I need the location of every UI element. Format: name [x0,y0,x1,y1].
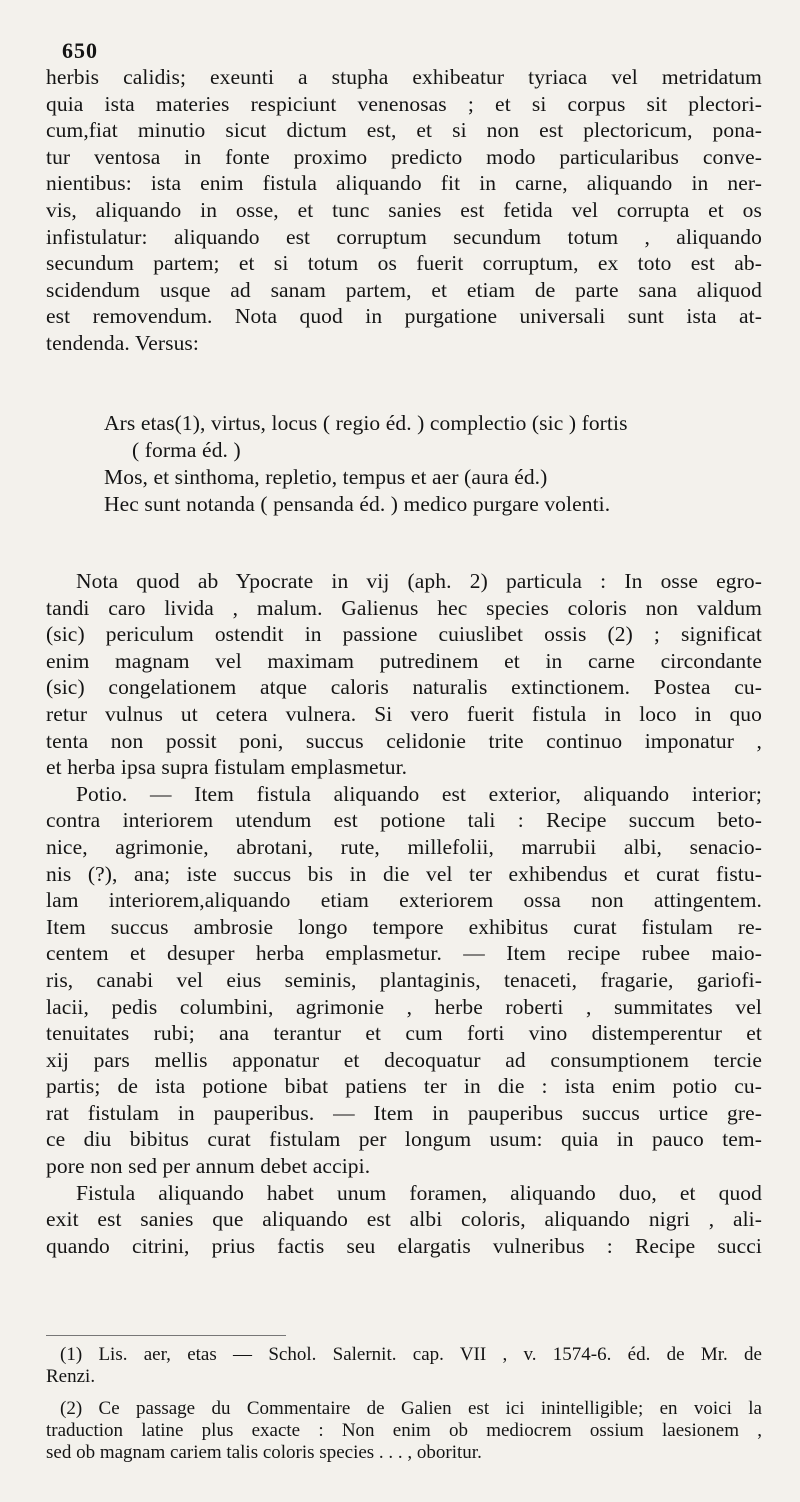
page-number: 650 [62,38,98,63]
text-line: tenta non possit poni, succus celidonie trite continuo imponatur , [46,728,762,753]
text-line: xij pars mellis apponatur et decoquatur ad consumptionem tercie [46,1047,762,1072]
text-line: enim magnam vel maximam putredinem et in carne circondante [46,648,762,673]
verse-line: ( forma éd. ) [132,438,241,462]
text-line: (sic) congelationem atque caloris naturalis extinctionem. Postea cu- [46,675,762,700]
text-line: Fistula aliquando habet unum foramen, aliquando duo, et quod [76,1180,762,1205]
footnote-line: Renzi. [46,1366,96,1387]
text-line: herbis calidis; exeunti a stupha exhibeatur tyriaca vel metridatum [46,65,762,89]
text-line: ris, canabi vel eius seminis, plantaginis, tenaceti, fragarie, gariofi- [46,967,762,992]
footnote-line: (2) Ce passage du Commentaire de Galien est ici inintelligible; en voici la [60,1398,762,1419]
text-line: Nota quod ab Ypocrate in vij (aph. 2) particula : In osse egro- [76,569,762,593]
text-line: quia ista materies respiciunt venenosas ; et si corpus sit plectori- [46,91,762,116]
text-line: retur vulnus ut cetera vulnera. Si vero fuerit fistula in loco in quo [46,701,762,726]
text-line: lacii, pedis columbini, agrimonie , herbe roberti , summitates vel [46,994,762,1019]
text-line: nientibus: ista enim fistula aliquando fit in carne, aliquando in ner- [46,171,762,196]
verse-line: Ars etas(1), virtus, locus ( regio éd. ) complectio (sic ) fortis [104,411,628,435]
text-line: tendenda. Versus: [46,330,199,355]
text-line: (sic) periculum ostendit in passione cuiuslibet ossis (2) ; significat [46,622,762,647]
text-line: est removendum. Nota quod in purgatione universali sunt ista at- [46,304,762,329]
verse-block [104,410,762,518]
text-line: cum,fiat minutio sicut dictum est, et si non est plectoricum, pona- [46,118,762,143]
text-line: vis, aliquando in osse, et tunc sanies est fetida vel corrupta et os [46,197,762,222]
text-line: tandi caro livida , malum. Galienus hec species coloris non valdum [46,595,762,620]
text-line: Potio. — Item fistula aliquando est exterior, aliquando interior; [76,781,762,806]
text-line: tur ventosa in fonte proximo predicto modo particularibus conve- [46,144,762,169]
paragraph-1 [46,64,762,357]
footnote-line: (1) Lis. aer, etas — Schol. Salernit. cap. VII , v. 1574-6. éd. de Mr. de [60,1344,762,1365]
text-line: ce diu bibitus curat fistulam per longum usum: quia in pauco tem- [46,1127,762,1152]
text-line: et herba ipsa supra fistulam emplasmetur. [46,755,408,780]
text-line: centem et desuper herba emplasmetur. — Item recipe rubee maio- [46,941,762,966]
text-line: tenuitates rubi; ana terantur et cum forti vino distemperentur et [46,1021,762,1046]
text-line: pore non sed per annum debet accipi. [46,1154,371,1179]
footnote-line: sed ob magnam cariem talis coloris species . . . , oboritur. [46,1442,482,1463]
verse-line: Hec sunt notanda ( pensanda éd. ) medico purgare volenti. [104,492,611,516]
verse-line: Mos, et sinthoma, repletio, tempus et aer (aura éd.) [104,465,548,489]
footnotes [46,1344,762,1464]
text-line: lam interiorem,aliquando etiam exteriorem ossa non attingentem. [46,888,762,913]
text-line: secundum partem; et si totum os fuerit corruptum, ex toto est ab- [46,251,762,276]
text-line: contra interiorem utendum est potione tali : Recipe succum beto- [46,808,762,833]
text-line: exit est sanies que aliquando est albi coloris, aliquando nigri , ali- [46,1207,762,1232]
text-line: nice, agrimonie, abrotani, rute, millefolii, marrubii albi, senacio- [46,834,762,859]
text-line: quando citrini, prius factis seu elargatis vulneribus : Recipe succi [46,1233,762,1258]
text-line: rat fistulam in pauperibus. — Item in pauperibus succus urtice gre- [46,1100,762,1125]
text-line: infistulatur: aliquando est corruptum secundum totum , aliquando [46,224,762,249]
paragraph-2 [46,568,762,1259]
footnote-line: traduction latine plus exacte : Non enim ob mediocrem ossium laesionem , [46,1420,762,1441]
text-line: partis; de ista potione bibat patiens ter in die : ista enim potio cu- [46,1074,762,1099]
text-line: nis (?), ana; iste succus bis in die vel ter exhibendus et curat fistu- [46,861,762,886]
text-line: Item succus ambrosie longo tempore exhibitus curat fistulam re- [46,914,762,939]
text-line: scidendum usque ad sanam partem, et etiam de parte sana aliquod [46,277,762,302]
footnote-divider [46,1335,286,1336]
